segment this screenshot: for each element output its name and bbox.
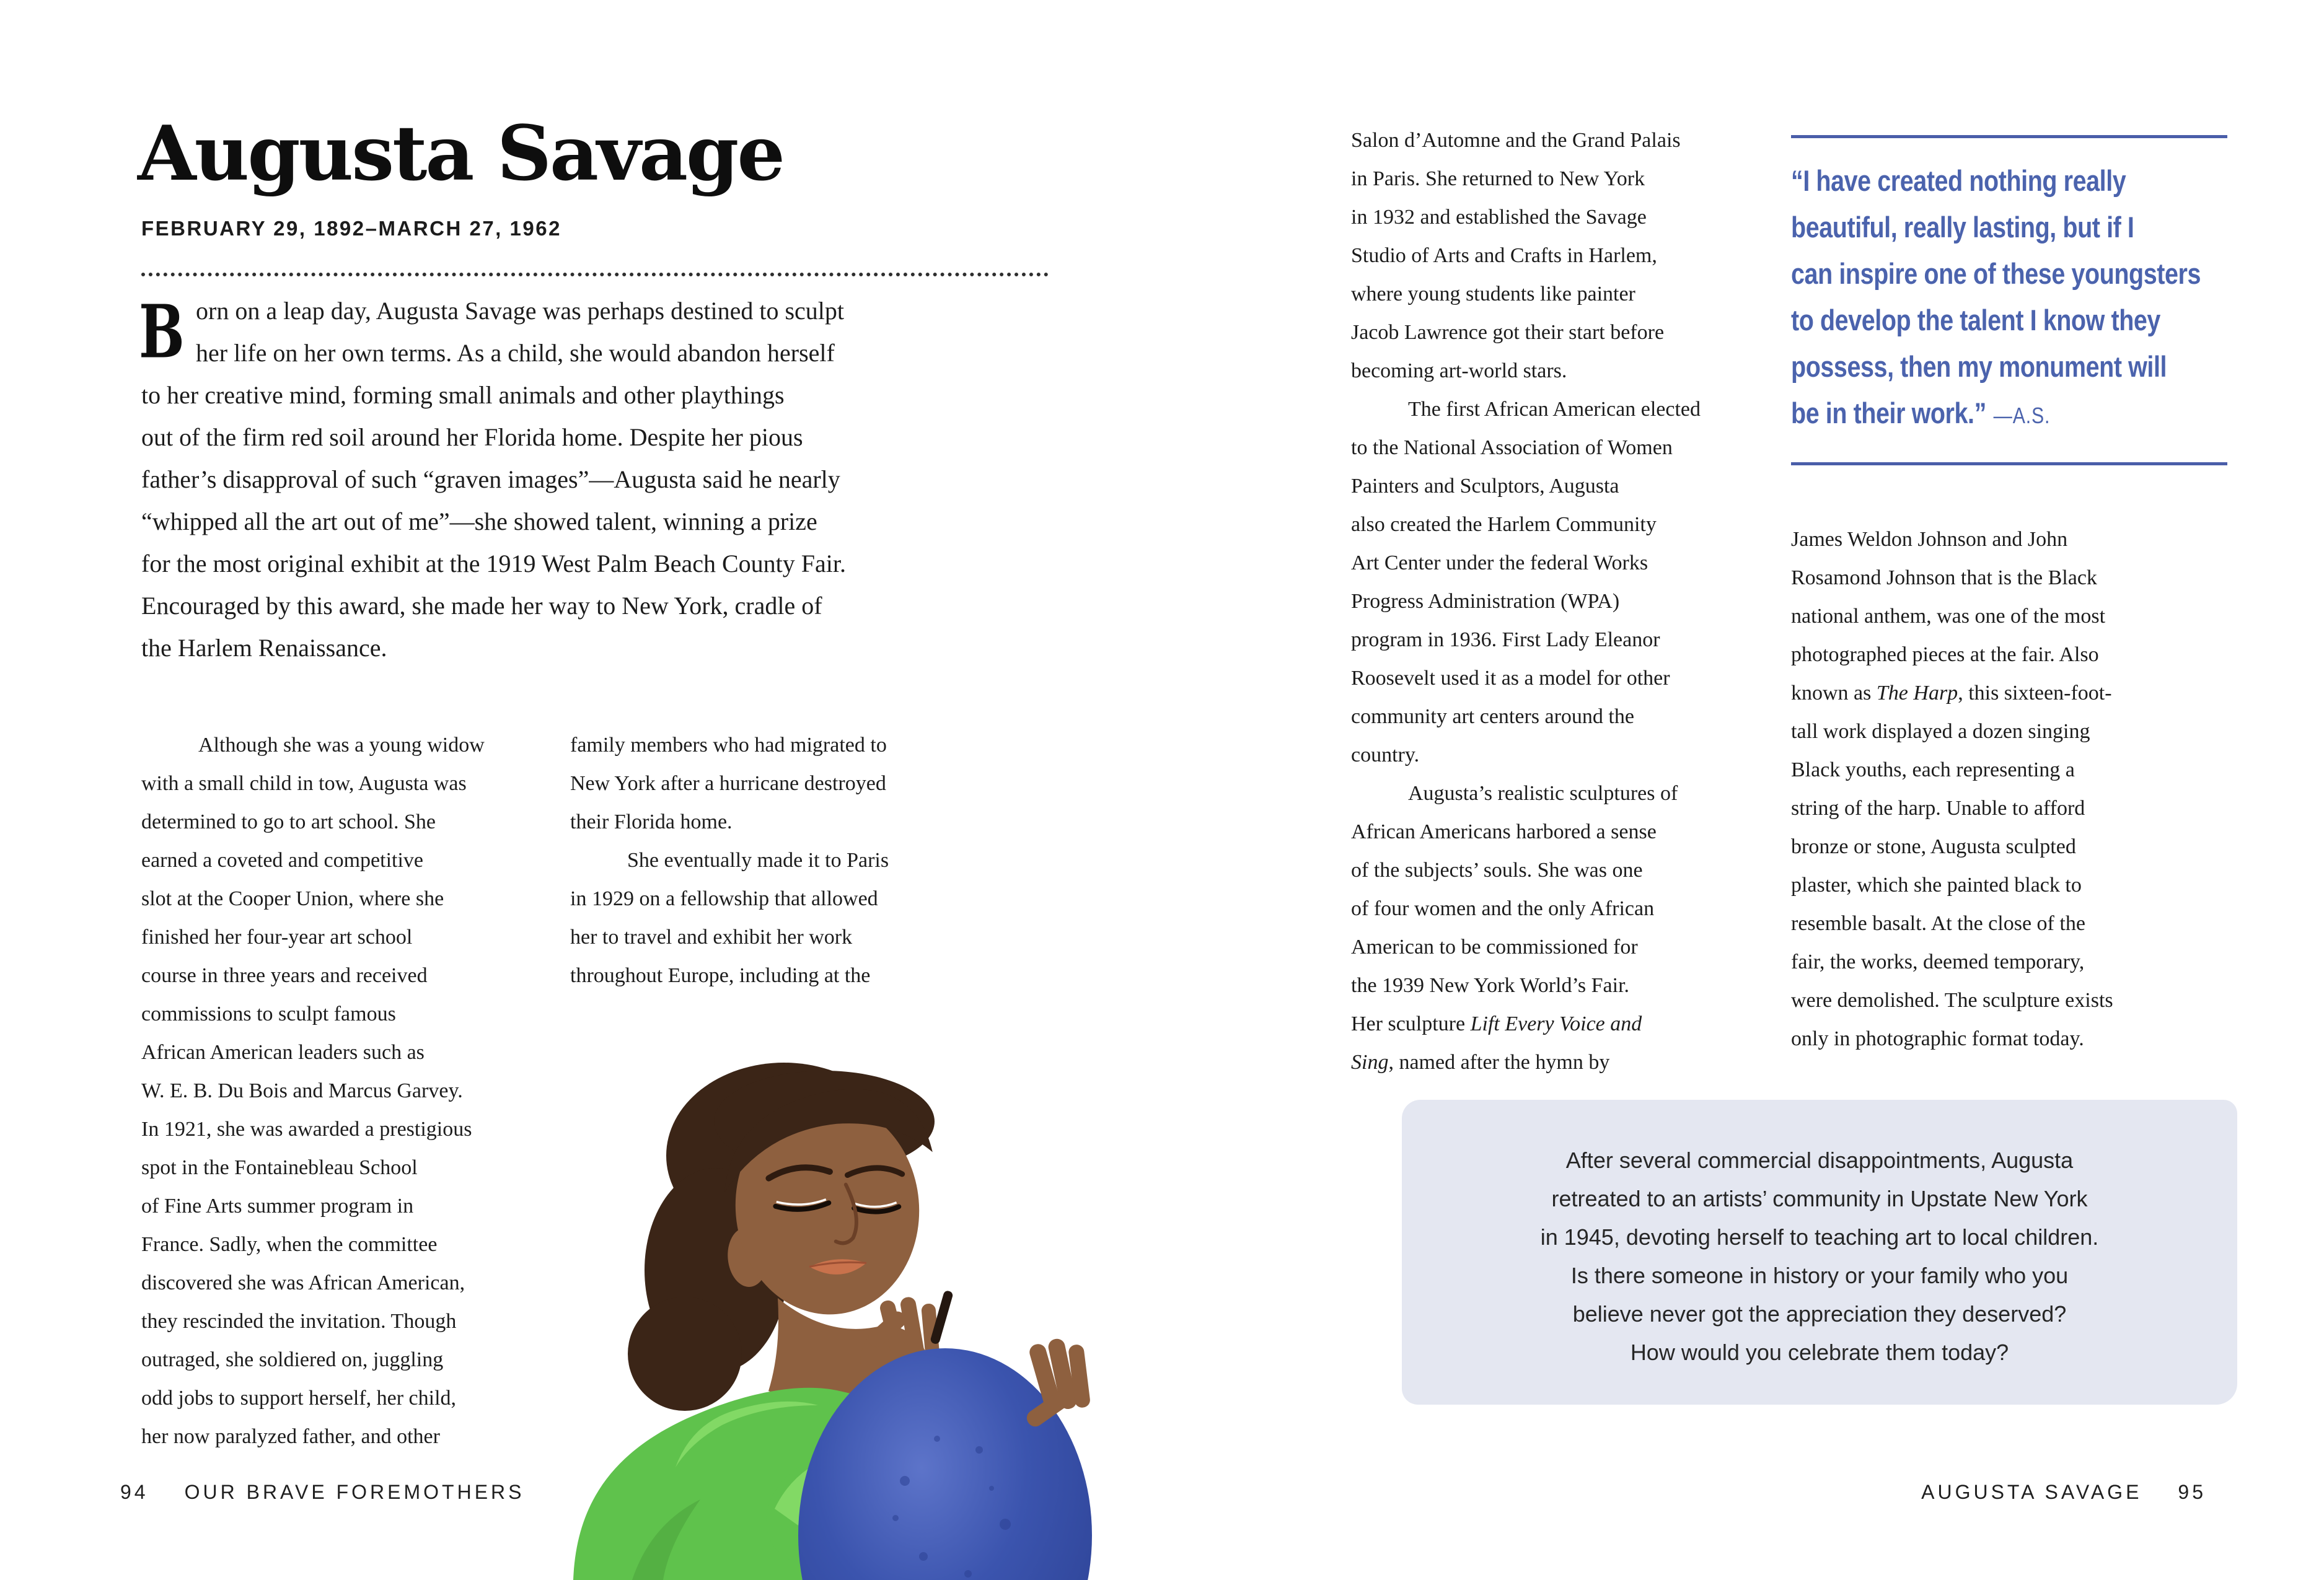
- intro-rest-lines: to her creative mind, forming small animals and other playthings out of the firm red soil around her Florida home. Despite her pious father’s disapproval of such “graven images”—Augusta said he nearly “whipped all the art out of me”—she showed talent, winning a prize for the most original exhibit at the 1919 West Palm Beach County Fair. Encouraged by this award, she made her way to New York, cradle of the Harlem Renaissance.: [141, 381, 846, 662]
- pull-quote-attribution: —A.S.: [1993, 403, 2051, 428]
- left-running-footer: OUR BRAVE FOREMOTHERS: [184, 1481, 525, 1503]
- left-page-footer: [120, 1481, 524, 1504]
- page-title: Augusta Savage: [138, 108, 783, 198]
- left-page-number: 94: [120, 1481, 149, 1503]
- right-running-footer: AUGUSTA SAVAGE: [1921, 1481, 2142, 1503]
- augusta-portrait-illustration: [558, 1053, 1103, 1580]
- quote-rule-bottom: [1791, 462, 2227, 465]
- right-page-number: 95: [2178, 1481, 2206, 1503]
- life-dates: FEBRUARY 29, 1892–MARCH 27, 1962: [141, 217, 561, 240]
- intro-first-lines: orn on a leap day, Augusta Savage was perhaps destined to sculpt her life on her own terms. As a child, she would abandon herself: [196, 297, 845, 367]
- right-page-column-1: Salon d’Automne and the Grand Palais in Paris. She returned to New York in 1932 and established the Savage Studio of Arts and Crafts in Harlem, where young students like painter Jacob Lawrence got their start before becoming art-world stars. The first African American elected to the National Association of Women Painters and Sculptors, Augusta also created the Harlem Community Art Center under the federal Works Progress Administration (WPA) program in 1936. First Lady Eleanor Roosevelt used it as a model for other community art centers around the country. Augusta’s realistic sculptures of African Americans harbored a sense of the subjects’ souls. She was one of four women and the only African American to be commissioned for the 1939 New York World’s Fair. Her sculpture Lift Every Voice and Sing, named after the hymn by: [1351, 129, 1701, 1074]
- intro-dropcap: B: [139, 289, 185, 375]
- reflection-callout-text: After several commercial disappointments, Augusta retreated to an artists’ community in Upstate New York in 1945, devoting herself to teaching art to local children. Is there someone in history or your family who you believe never got the appreciation they deserved? How would you celebrate them today?: [1540, 1148, 2099, 1365]
- left-page-column-2: family members who had migrated to New York after a hurricane destroyed their Florida home. She eventually made it to Paris in 1929 on a fellowship that allowed her to travel and exhibit her work throughout Europe, including at the: [570, 734, 889, 987]
- right-page-column-2: James Weldon Johnson and John Rosamond Johnson that is the Black national anthem, was one of the most photographed pieces at the fair. Also known as The Harp, this sixteen-foot- tall work displayed a dozen singing Black youths, each representing a string of the harp. Unable to afford bronze or stone, Augusta sculpted plaster, which she painted black to resemble basalt. At the close of the fair, the works, deemed temporary, were demolished. The sculpture exists only in photographic format today.: [1791, 528, 2113, 1050]
- quote-rule-top: [1791, 135, 2227, 138]
- dotted-divider: [141, 273, 1049, 276]
- intro-paragraph: [141, 290, 1059, 669]
- left-page-column-1: Although she was a young widow with a small child in tow, Augusta was determined to go to art school. She earned a coveted and competitive slot at the Cooper Union, where she finished her four-year art school course in three years and received commissions to sculpt famous African American leaders such as W. E. B. Du Bois and Marcus Garvey. In 1921, she was awarded a prestigious spot in the Fontainebleau School of Fine Arts summer program in France. Sadly, when the committee discovered she was African American, they rescinded the invitation. Though outraged, she soldiered on, juggling odd jobs to support herself, her child, her now paralyzed father, and other: [141, 734, 485, 1448]
- pull-quote: [1791, 157, 2229, 439]
- right-page-footer: [1921, 1481, 2206, 1504]
- pull-quote-text: “I have created nothing really beautiful, really lasting, but if I can inspire one of these youngsters to develop the talent I know they possess, then my monument will be in their work.”: [1791, 164, 2201, 429]
